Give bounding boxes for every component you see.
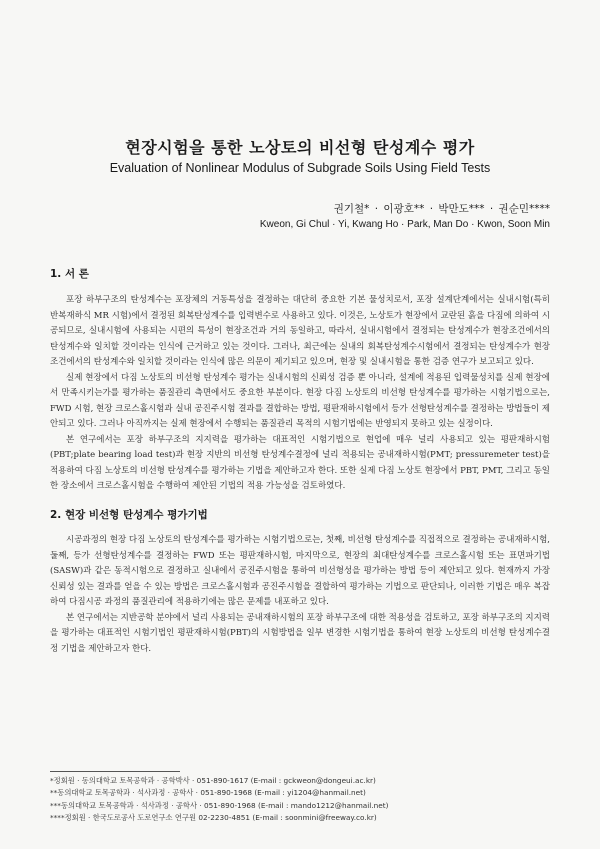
footnote: *정회원 · 동의대학교 토목공학과 · 공학박사 · 051-890-1617 (E-mail : gckweon@dongeui.ac.kr) [50, 776, 376, 785]
authors-english: Kweon, Gi Chul · Yi, Kwang Ho · Park, Man Do · Kwon, Soon Min [259, 219, 550, 230]
section-2-paragraph: 시공과정의 현장 다짐 노상토의 탄성계수를 평가하는 시험기법으로는, 첫째, 비선형 탄성계수를 직접적으로 결정하는 공내재하시험, 둘째, 등가 선형탄성계수를 결정하는 FWD 또는 평판재하시험, 마지막으로, 현장의 최대탄성계수를 크로스홀시험 또는 표면파기법(SASW)과 같은 동적시험으로 결정하고 실내에서 공진주시험을 통하여 비선형성을 평가하는 방법 등이 제안되고 있다. 현재까지 가장 신뢰성 있는 결과를 얻을 수 있는 방법은 크로스홀시험과 공진주시험을 결합하여 평가하는 기법으로 판단되나, 이러한 기법은 매우 복잡하여 다짐시공 과정의 품질관리에 적용하기에는 많은 문제를 내포하고 있다. [50, 535, 550, 607]
footnote: **동의대학교 토목공학과 · 석사과정 · 공학사 · 051-890-1968 (E-mail : yi1204@hanmail.net) [50, 788, 366, 798]
section-1-paragraph: 본 연구에서는 포장 하부구조의 지지력을 평가하는 대표적인 시험기법으로 현업에 매우 널리 사용되고 있는 평판재하시험(PBT;plate bearing load test)과 현장 지반의 비선형 탄성계수결정에 널리 적용되는 공내재하시험(PMT; pressuremeter test)을 적용하여 다짐 노상토의 비선형 탄성계수를 평가하는 기법을 제안하고자 한다. 또한 실제 다짐 노상토 현장에서 PBT, PMT, 그리고 동일한 장소에서 크로스홀시험을 수행하여 제안된 기법의 적용 가능성을 검토하였다. [50, 434, 550, 491]
footnote: ****정회원 · 한국도로공사 도로연구소 연구원 02-2230-4851 (E-mail : soonmini@freeway.co.kr) [50, 812, 377, 822]
section-2-heading: 2. 현장 비선형 탄성계수 평가기법 [50, 509, 208, 521]
section-1-paragraph: 포장 하부구조의 탄성계수는 포장체의 거동특성을 결정하는 대단히 중요한 기본 물성치로서, 포장 설계단계에서는 실내시험(특히 반복재하식 MR 시험)에서 결정된 회복탄성계수를 입력변수로 사용하고 있다. 이것은, 노상토가 현장에서 교란된 흙을 다짐에 의하여 시공되므로, 실내시험에 사용되는 시편의 특성이 현장조건과 거의 동일하고, 따라서, 실내시험에서 결정되는 탄성계수가 현장조건에서의 탄성계수와 일치할 것이라는 인식에 근거하고 있는 것이다. 그러나, 최근에는 실내의 회복탄성계수시험에서 결정되는 탄성계수가 현장조건에서의 탄성계수와 일치할 것이라는 인식에 많은 의문이 제기되고 있으며, 현장 및 실내시험을 통한 검증 연구가 보고되고 있다. [50, 295, 550, 367]
footnote: ***동의대학교 토목공학과 · 석사과정 · 공학사 · 051-890-1968 (E-mail : mando1212@hanmail.net) [50, 800, 389, 810]
paper-subtitle: Evaluation of Nonlinear Modulus of Subgrade Soils Using Field Tests [109, 161, 491, 175]
authors-korean: 권기철* · 이광호** · 박만도*** · 권순민**** [333, 203, 550, 215]
section-1-body [50, 293, 550, 495]
footnotes [50, 775, 550, 824]
section-2-paragraph: 본 연구에서는 지반공학 분야에서 널리 사용되는 공내재하시험의 포장 하부구조에 대한 적용성을 검토하고, 포장 하부구조의 지지력을 평가하는 대표적인 시험기법인 평판재하시험(PBT)의 시험방법을 일부 변경한 시험기법을 통하여 현장 노상토의 비선형 탄성계수결정 기법을 제안하고자 한다. [50, 612, 550, 654]
section-2-body [50, 533, 550, 657]
paper-title: 현장시험을 통한 노상토의 비선형 탄성계수 평가 [125, 138, 475, 157]
footnote-divider [50, 771, 180, 772]
section-1-paragraph: 실제 현장에서 다짐 노상토의 비선형 탄성계수 평가는 실내시험의 신뢰성 검증 뿐 아니라, 설계에 적용된 입력물성치를 실제 현장에서 만족시키는가를 평가하는 품질관리 측면에서도 중요한 부분이다. 현장 다짐 노상토의 비선형 탄성계수를 평가하는 시험기법으로는, FWD 시험, 현장 크로스홀시험과 실내 공진주시험 결과를 결합하는 방법, 평판재하시험에서 등가 선형탄성계수를 결정하는 방법들이 제안되고 있다. 그러나 아직까지는 실제 현장에서 수행되는 품질관리 목적의 시험기법에는 반영되지 못하고 있는 실정이다. [50, 372, 550, 429]
section-1-heading: 1. 서 론 [50, 268, 89, 280]
